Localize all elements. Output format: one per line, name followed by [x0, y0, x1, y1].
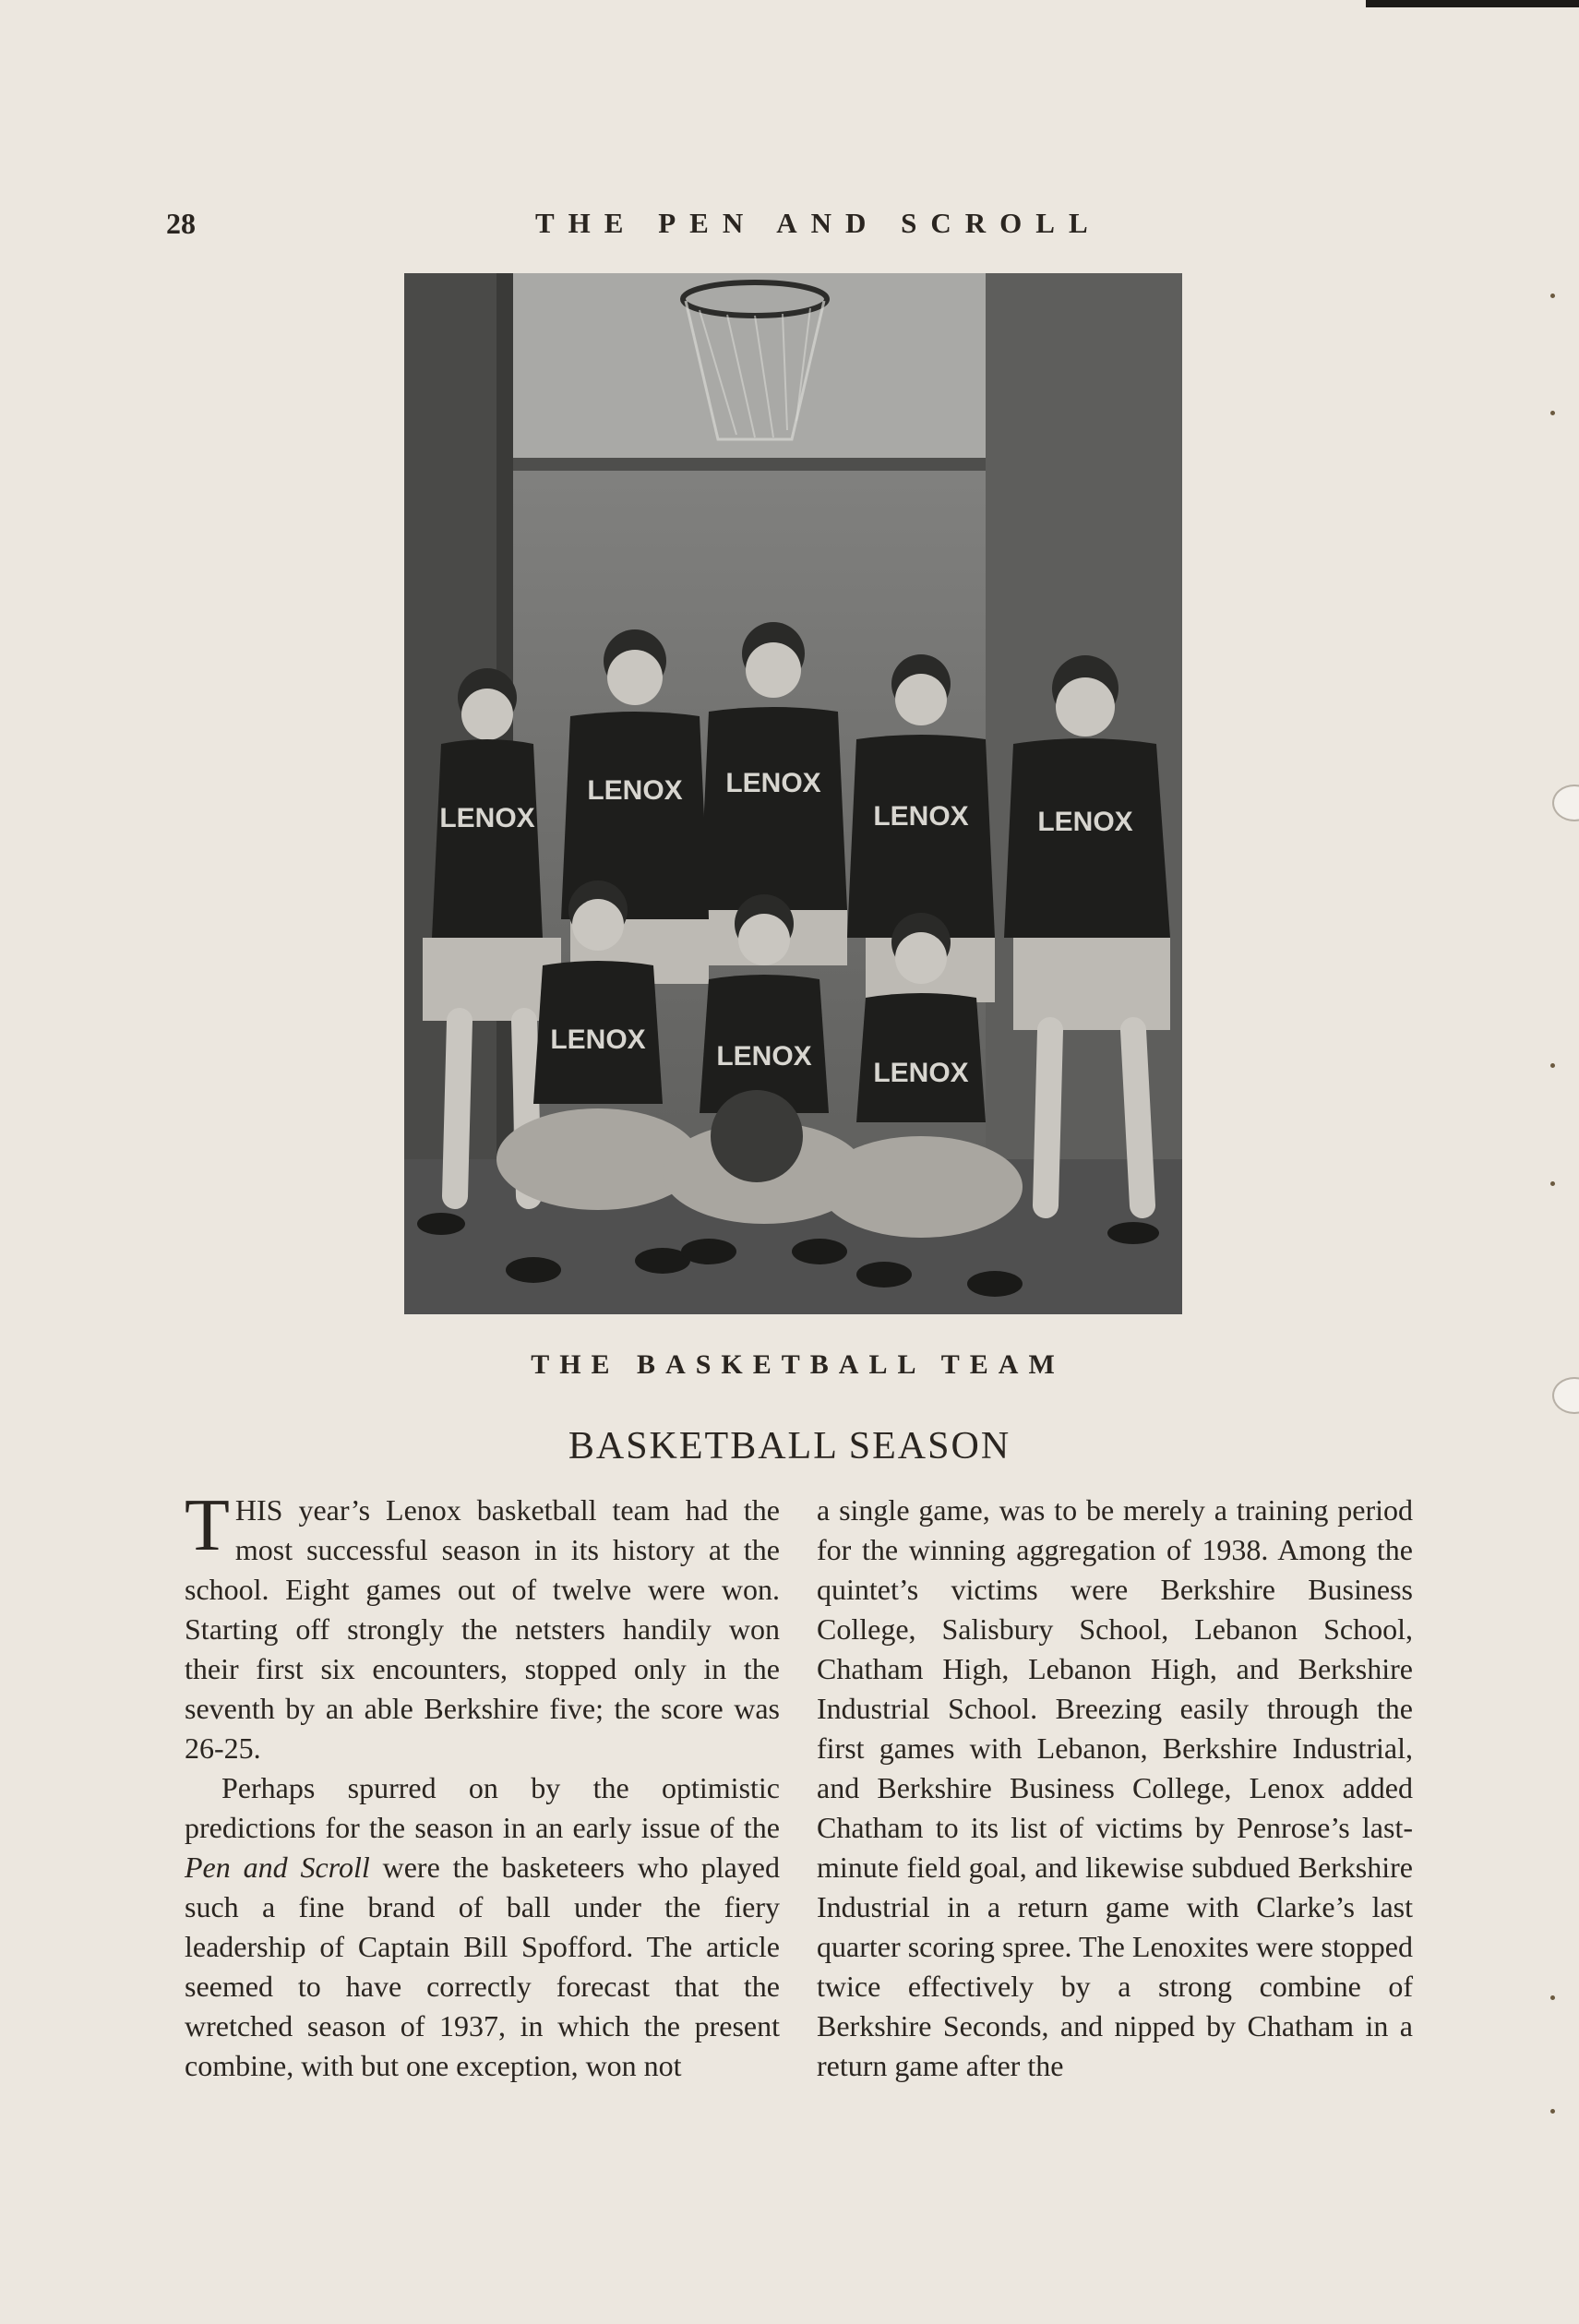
jersey-text: LENOX	[439, 803, 535, 833]
paragraph-text: Perhaps spurred on by the optimistic predictions for the season in an early issue of the	[185, 1771, 780, 1844]
jersey-text: LENOX	[550, 1024, 646, 1055]
margin-mark	[1550, 2109, 1555, 2114]
jersey-text: LENOX	[587, 775, 683, 806]
jersey-text: LENOX	[873, 1058, 969, 1088]
drop-cap: T	[185, 1485, 230, 1566]
article-paragraph	[185, 1485, 780, 1768]
team-photo-illustration	[404, 273, 1182, 1314]
running-title: THE PEN AND SCROLL	[535, 207, 1102, 239]
jersey-text: LENOX	[716, 1041, 812, 1072]
margin-mark	[1550, 1063, 1555, 1068]
article-paragraph: a single game, was to be merely a training period for the winning aggregation of 1938. Among the quintet’s victims were Berkshire Business College, Salisbury School, Lebanon School, Chatham High, Lebanon High, and Berkshire Industrial School. Breezing easily through the first games with Lebanon, Berkshire Industrial, and Berkshire Business College, Lenox added Chatham to its list of victims by Penrose’s last-minute field goal, and likewise subdued Berkshire Industrial in a return game with Clarke’s last quarter scoring spree. The Lenoxites were stopped twice effectively by a strong combine of Berkshire Seconds, and nipped by Chatham in a return game after the	[817, 1493, 1413, 2082]
article-paragraph	[185, 1768, 780, 2086]
margin-mark	[1550, 1181, 1555, 1186]
article-column-right	[817, 1491, 1413, 2086]
paragraph-text: HIS year’s Lenox basketball team had the most successful season in its history at the school. Eight games out of twelve were won. Starting off strongly the netsters handily won their first six encounters, stopped only in the seventh by an able Berkshire five; the score was 26-25.	[185, 1493, 780, 1765]
margin-mark	[1550, 1995, 1555, 2000]
article-title: BASKETBALL SEASON	[568, 1425, 1011, 1467]
punch-hole	[1552, 785, 1579, 821]
paragraph-text: were the basketeers who played such a fine brand of ball under the fiery leadership of Captain Bill Spofford. The article seemed to have correctly forecast that the wretched season of 1937, in which the present combine, with but one exception, won not	[185, 1851, 781, 2082]
margin-mark	[1550, 293, 1555, 298]
page-header	[0, 201, 1579, 246]
page-number: 28	[166, 207, 196, 240]
margin-mark	[1550, 411, 1555, 415]
publication-title: Pen and Scroll	[185, 1851, 370, 1884]
jersey-text: LENOX	[725, 768, 821, 798]
jersey-text: LENOX	[1037, 807, 1133, 837]
photo-caption: THE BASKETBALL TEAM	[531, 1349, 1065, 1380]
article-column-left	[185, 1485, 781, 2086]
punch-hole	[1552, 1377, 1579, 1414]
scan-edge-bar	[1366, 0, 1579, 7]
team-photo	[404, 273, 1182, 1314]
jersey-text: LENOX	[873, 801, 969, 832]
